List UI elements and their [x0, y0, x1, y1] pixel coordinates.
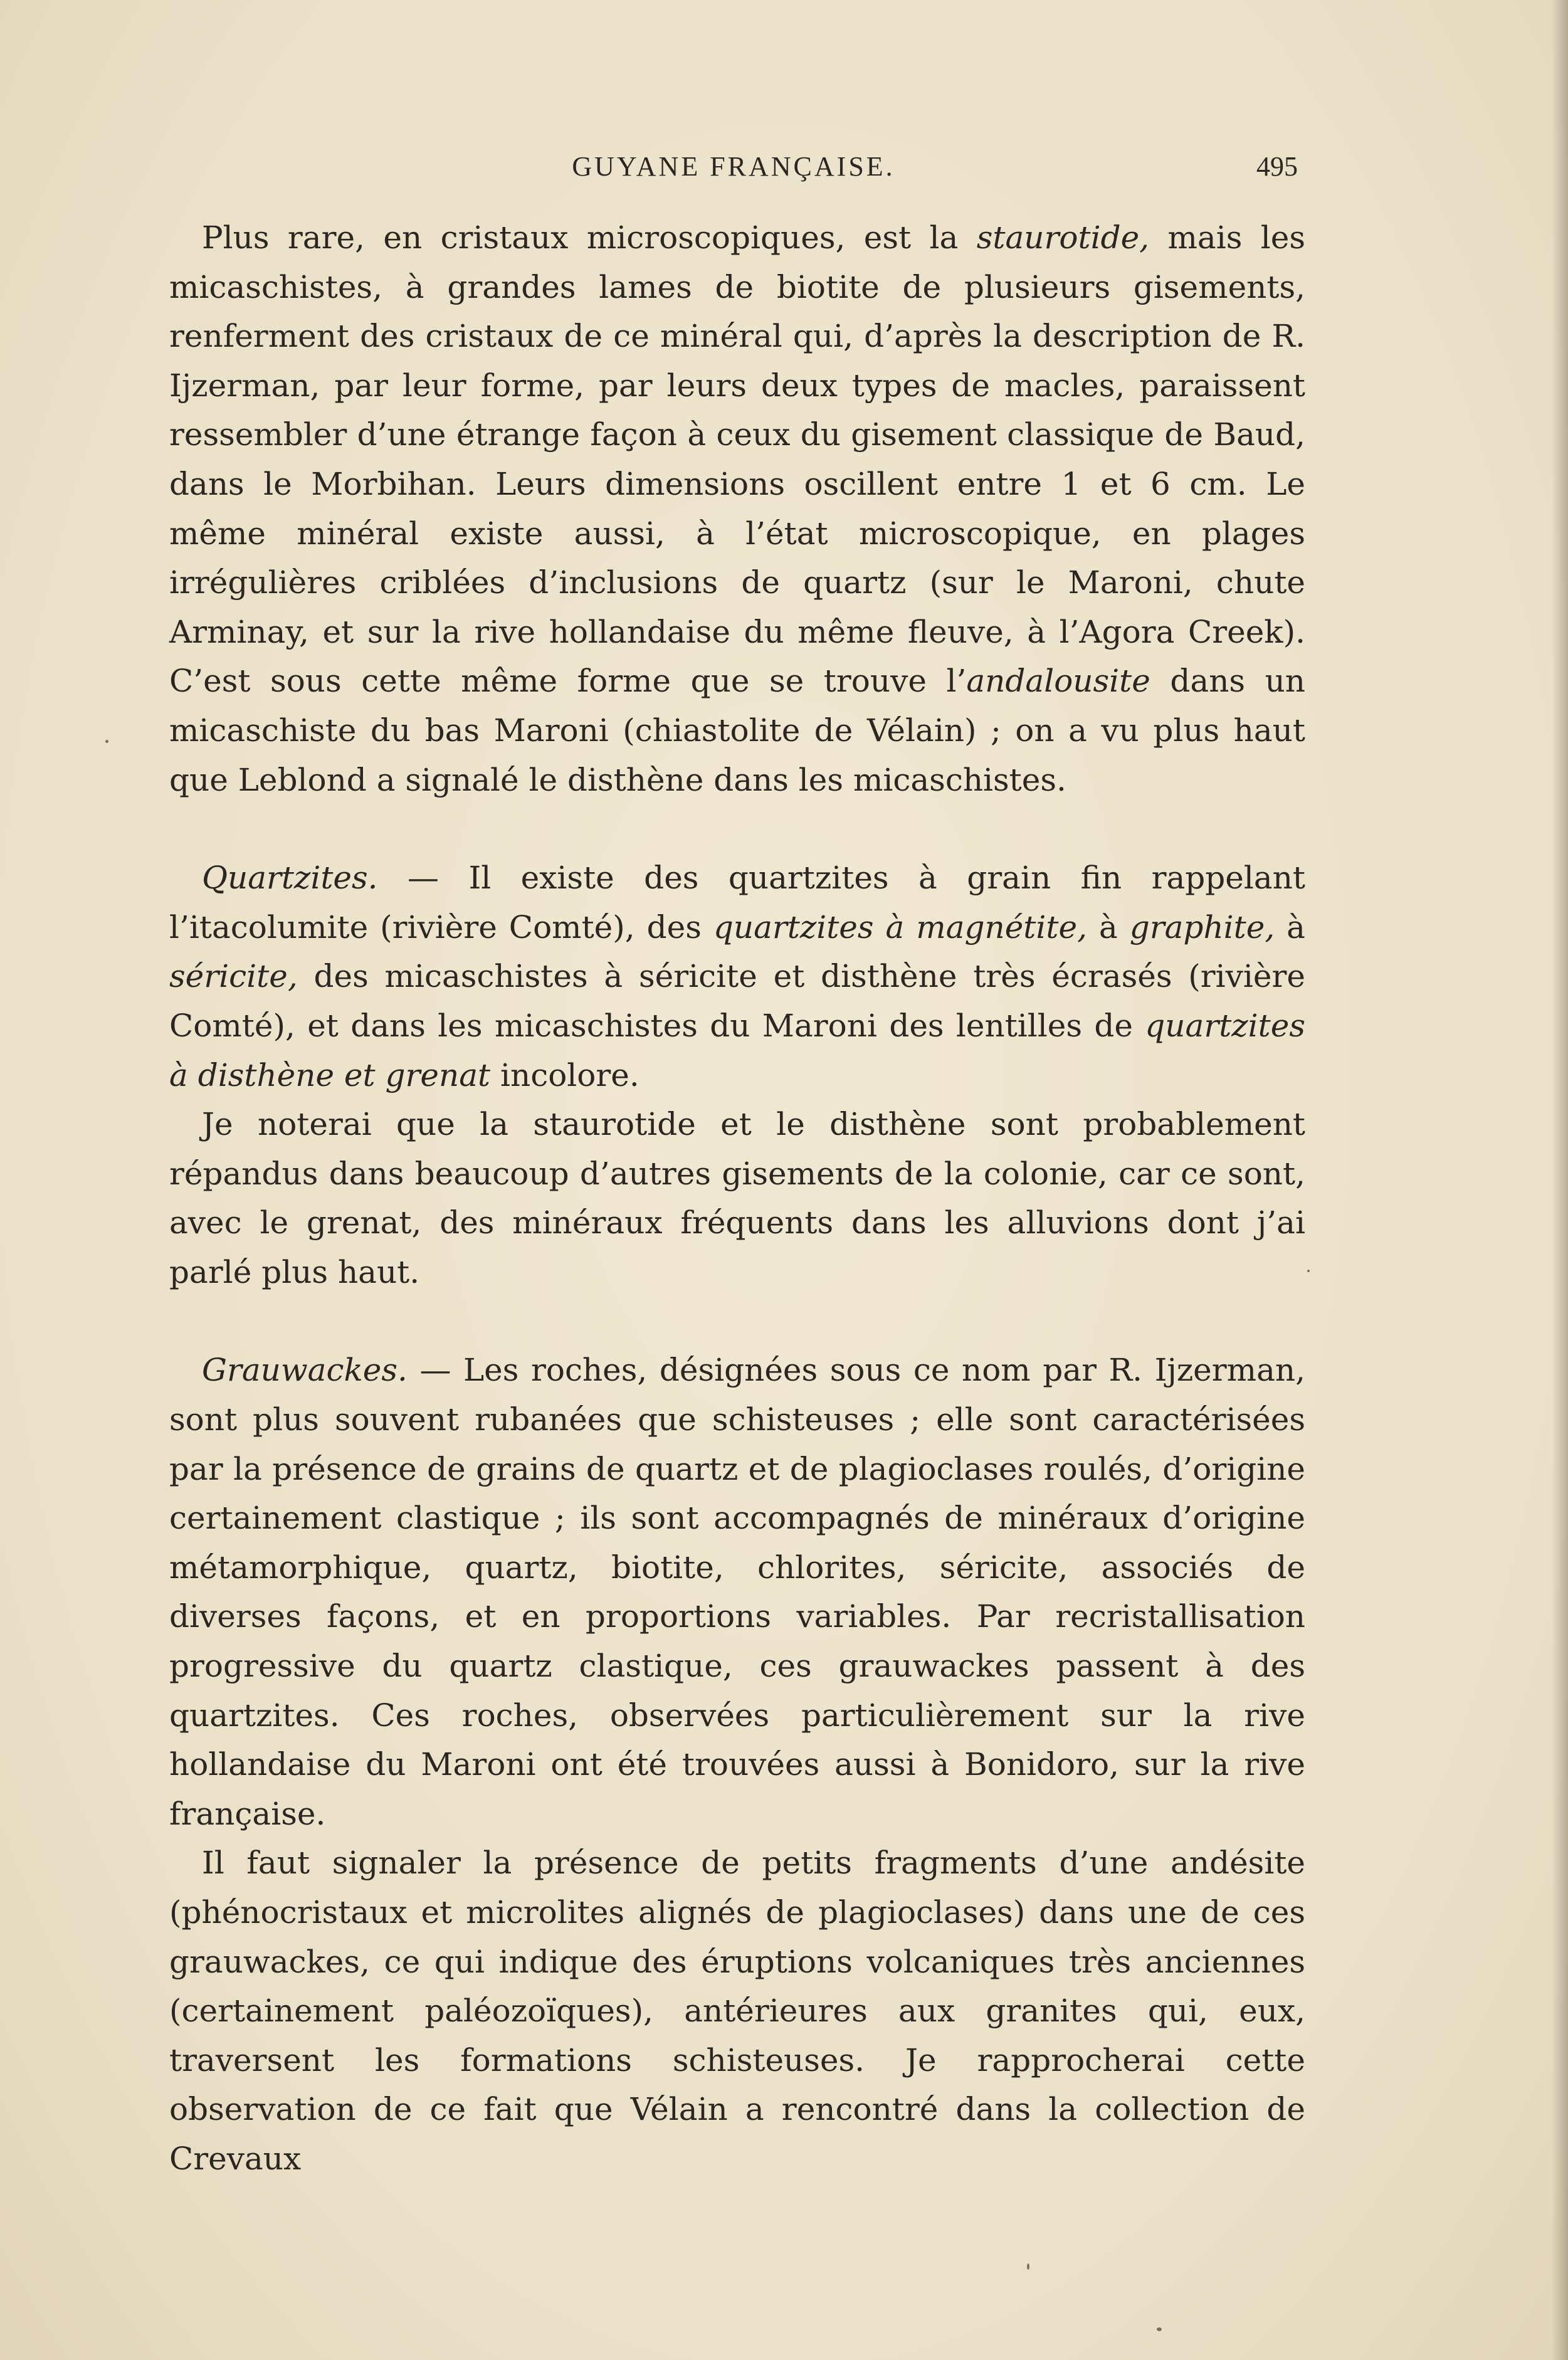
paragraph-grauwackes	[169, 1346, 1305, 1838]
running-title: GUYANE FRANÇAISE.	[572, 151, 895, 182]
paragraph-staurotide	[169, 213, 1305, 804]
italic-term: staurotide,	[976, 219, 1150, 256]
paragraph-staurotide-disthene	[169, 1100, 1305, 1297]
text-segment: — Il existe des quartzites à grain fin rappelant l’itacolumite (rivière Comté), des	[169, 860, 1305, 946]
text-segment: Plus rare, en cristaux microscopiques, est la	[202, 219, 977, 256]
text-segment: mais les micaschistes, à grandes lames de biotite de plusieurs gisements, renferment des cristaux de ce minéral qui, d’après la description de R. Ijzerman, par leur forme, par leurs deux types de macles, paraissent ressembler d’une étrange façon à ceux du gisement classique de Baud, dans le Morbihan. Leurs dimensions oscillent entre 1 et 6 cm. Le même minéral existe aussi, à l’état microscopique, en plages irrégulières criblées d’inclusions de quartz (sur le Maroni, chute Arminay, et sur la rive hollandaise du même fleuve, à l’Agora Creek). C’est sous cette même forme que se trouve l’	[169, 219, 1305, 700]
italic-term: Quartzites.	[202, 860, 378, 897]
text-segment: à	[1275, 909, 1305, 946]
paragraph-quartzites	[169, 853, 1305, 1100]
body-text	[169, 213, 1305, 2184]
italic-term: séricite,	[169, 958, 298, 995]
scan-speck	[1307, 1270, 1310, 1272]
text-segment: Je noterai que la staurotide et le disthène sont probablement répandus dans beaucoup d’autres gisements de la colonie, car ce sont, avec le grenat, des minéraux fréquents dans les alluvions dont j’ai parlé plus haut.	[169, 1106, 1305, 1290]
page-edge-shadow	[1552, 0, 1568, 2360]
page-number: 495	[1256, 151, 1298, 182]
text-segment: à	[1087, 909, 1130, 946]
italic-term: quartzites à magnétite,	[713, 909, 1087, 946]
scan-speck	[105, 740, 108, 743]
text-segment: dans un micaschiste du bas Maroni (chiastolite de Vélain) ; on a vu plus haut que Leblond a signalé le disthène dans les micaschistes.	[169, 663, 1306, 798]
italic-term: andalousite	[966, 663, 1150, 700]
text-segment: incolore.	[490, 1056, 639, 1093]
scan-speck	[1027, 2263, 1029, 2270]
paragraph-andesite	[169, 1838, 1305, 2183]
page-header	[169, 150, 1298, 194]
italic-term: quartzites à disthène et grenat	[169, 1007, 1305, 1093]
text-segment: — Les roches, désignées sous ce nom par R. Ijzerman, sont plus souvent rubanées que schisteuses ; elle sont caractérisées par la présence de grains de quartz et de plagioclases roulés, d’origine certainement clastique ; ils sont accompagnés de minéraux d’origine métamorphique, quartz, biotite, chlorites, séricite, associés de diverses façons, et en proportions variables. Par recristallisation progressive du quartz clastique, ces grauwackes passent à des quartzites. Ces roches, observées particulièrement sur la rive hollandaise du Maroni ont été trouvées aussi à Bonidoro, sur la rive française.	[169, 1352, 1305, 1832]
text-segment: Il faut signaler la présence de petits fragments d’une andésite (phénocristaux et microlites alignés de plagioclases) dans une de ces grauwackes, ce qui indique des éruptions volcaniques très anciennes (certainement paléozoïques), antérieures aux granites qui, eux, traversent les formations schisteuses. Je rapprocherai cette observation de ce fait que Vélain a rencontré dans la collection de Crevaux	[169, 1845, 1305, 2177]
italic-term: graphite,	[1129, 909, 1275, 946]
scan-speck	[1157, 2327, 1162, 2331]
text-segment: des micaschistes à séricite et disthène très écrasés (rivière Comté), et dans les micaschistes du Maroni des lentilles de	[169, 958, 1305, 1044]
italic-term: Grauwackes.	[202, 1352, 408, 1389]
